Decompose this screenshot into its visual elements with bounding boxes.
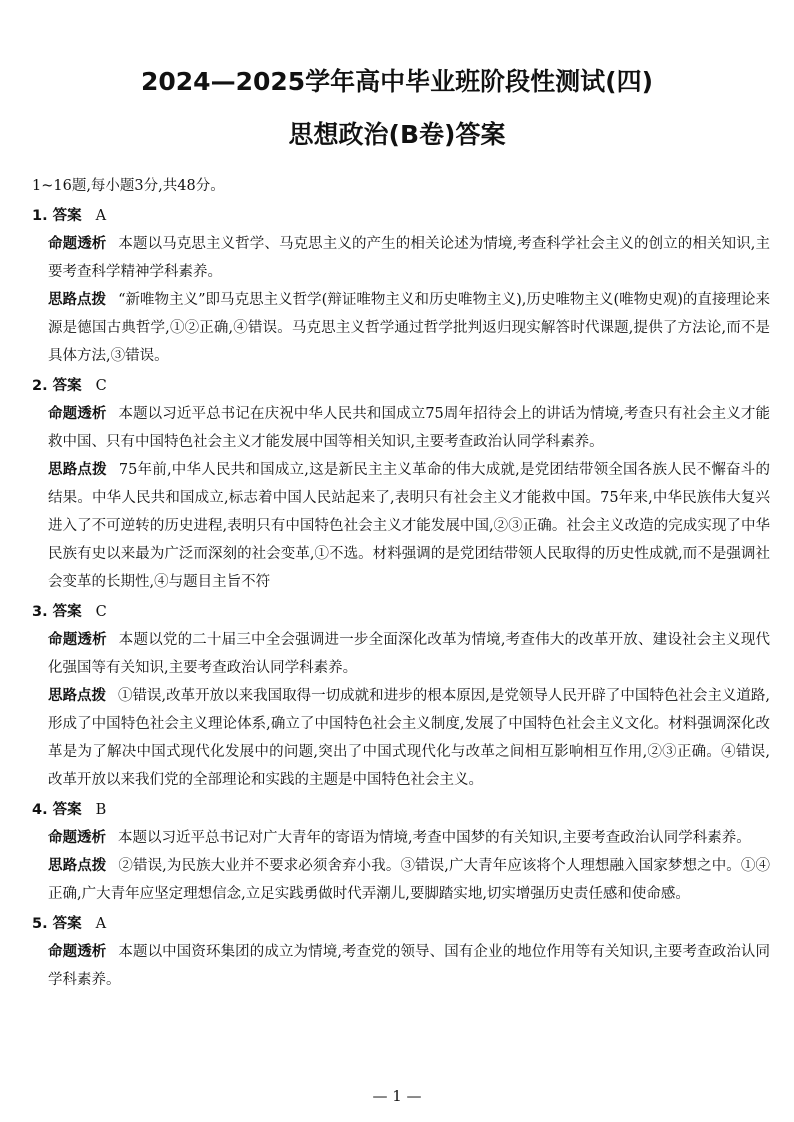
analysis-paragraph [32, 938, 770, 994]
hint-text: ②错误,为民族大业并不要求必须舍弃小我。③错误,广大青年应该将个人理想融入国家梦想之中。①④正确,广大青年应坚定理想信念,立足实践勇做时代弄潮儿,要脚踏实地,切实增强历史责任感和使命感。 [48, 858, 770, 902]
page-number: — 1 — [372, 1087, 422, 1105]
answer-letter: B [95, 802, 107, 818]
scoring-intro: 1~16题,每小题3分,共48分。 [32, 178, 225, 194]
analysis-text: 本题以中国资环集团的成立为情境,考查党的领导、国有企业的地位作用等有关知识,主要考查政治认同学科素养。 [48, 944, 770, 988]
question-2 [32, 372, 770, 596]
analysis-label: 命题透析 [48, 236, 107, 252]
answer-line [32, 202, 770, 230]
answer-letter: A [95, 916, 107, 932]
answer-label: 3. 答案 [32, 604, 82, 620]
analysis-paragraph [32, 400, 770, 456]
answer-line [32, 796, 770, 824]
hint-text: “新唯物主义”即马克思主义哲学(辩证唯物主义和历史唯物主义),历史唯物主义(唯物史观)的直接理论来源是德国古典哲学,①②正确,④错误。马克思主义哲学通过哲学批判返归现实解答时代课题,提供了方法论,而不是具体方法,③错误。 [48, 292, 771, 364]
hint-paragraph [32, 682, 770, 794]
answer-letter: C [95, 378, 107, 394]
answer-label: 4. 答案 [32, 802, 82, 818]
hint-paragraph [32, 456, 770, 596]
question-3 [32, 598, 770, 794]
analysis-paragraph [32, 824, 770, 852]
analysis-label: 命题透析 [48, 830, 106, 846]
hint-paragraph [32, 286, 770, 370]
analysis-label: 命题透析 [48, 406, 107, 422]
page-subtitle: 思想政治(B卷)答案 [288, 120, 506, 149]
question-5 [32, 910, 770, 994]
hint-paragraph [32, 852, 770, 908]
hint-label: 思路点拨 [48, 688, 107, 704]
answer-label: 2. 答案 [32, 378, 82, 394]
hint-text: ①错误,改革开放以来我国取得一切成就和进步的根本原因,是党领导人民开辟了中国特色社会主义道路,形成了中国特色社会主义理论体系,确立了中国特色社会主义制度,发展了中国特色社会主义文化。材料强调深化改革是为了解决中国式现代化发展中的问题,突出了中国式现代化与改革之间相互影响相互作用,②③正确。④错误,改革开放以来我们党的全部理论和实践的主题是中国特色社会主义。 [48, 688, 770, 788]
answer-line [32, 372, 770, 400]
analysis-text: 本题以习近平总书记在庆祝中华人民共和国成立75周年招待会上的讲话为情境,考查只有社会主义才能救中国、只有中国特色社会主义才能发展中国等相关知识,主要考查政治认同学科素养。 [48, 406, 770, 450]
analysis-paragraph [32, 626, 770, 682]
answer-label: 1. 答案 [32, 208, 82, 224]
answer-line [32, 910, 770, 938]
analysis-label: 命题透析 [48, 944, 107, 960]
question-4 [32, 796, 770, 908]
answer-letter: A [95, 208, 107, 224]
analysis-label: 命题透析 [48, 632, 107, 648]
answer-line [32, 598, 770, 626]
hint-label: 思路点拨 [48, 858, 107, 874]
hint-label: 思路点拨 [48, 462, 107, 478]
answer-label: 5. 答案 [32, 916, 82, 932]
analysis-text: 本题以马克思主义哲学、马克思主义的产生的相关论述为情境,考查科学社会主义的创立的相关知识,主要考查科学精神学科素养。 [48, 236, 770, 280]
question-1 [32, 202, 770, 370]
analysis-text: 本题以习近平总书记对广大青年的寄语为情境,考查中国梦的有关知识,主要考查政治认同学科素养。 [118, 830, 751, 846]
analysis-text: 本题以党的二十届三中全会强调进一步全面深化改革为情境,考查伟大的改革开放、建设社会主义现代化强国等有关知识,主要考查政治认同学科素养。 [48, 632, 771, 676]
answer-content [32, 172, 770, 994]
page-title: 2024—2025学年高中毕业班阶段性测试(四) [140, 67, 653, 96]
hint-text: 75年前,中华人民共和国成立,这是新民主主义革命的伟大成就,是党团结带领全国各族人民不懈奋斗的结果。中华人民共和国成立,标志着中国人民站起来了,表明只有社会主义才能救中国。75年来,中华民族伟大复兴进入了不可逆转的历史进程,表明只有中国特色社会主义才能发展中国,②③正确。社会主义改造的完成实现了中华民族有史以来最为广泛而深刻的社会变革,①不选。材料强调的是党团结带领人民取得的历史性成就,而不是强调社会变革的长期性,④与题目主旨不符 [48, 462, 770, 590]
hint-label: 思路点拨 [48, 292, 107, 308]
answer-letter: C [95, 604, 107, 620]
analysis-paragraph [32, 230, 770, 286]
